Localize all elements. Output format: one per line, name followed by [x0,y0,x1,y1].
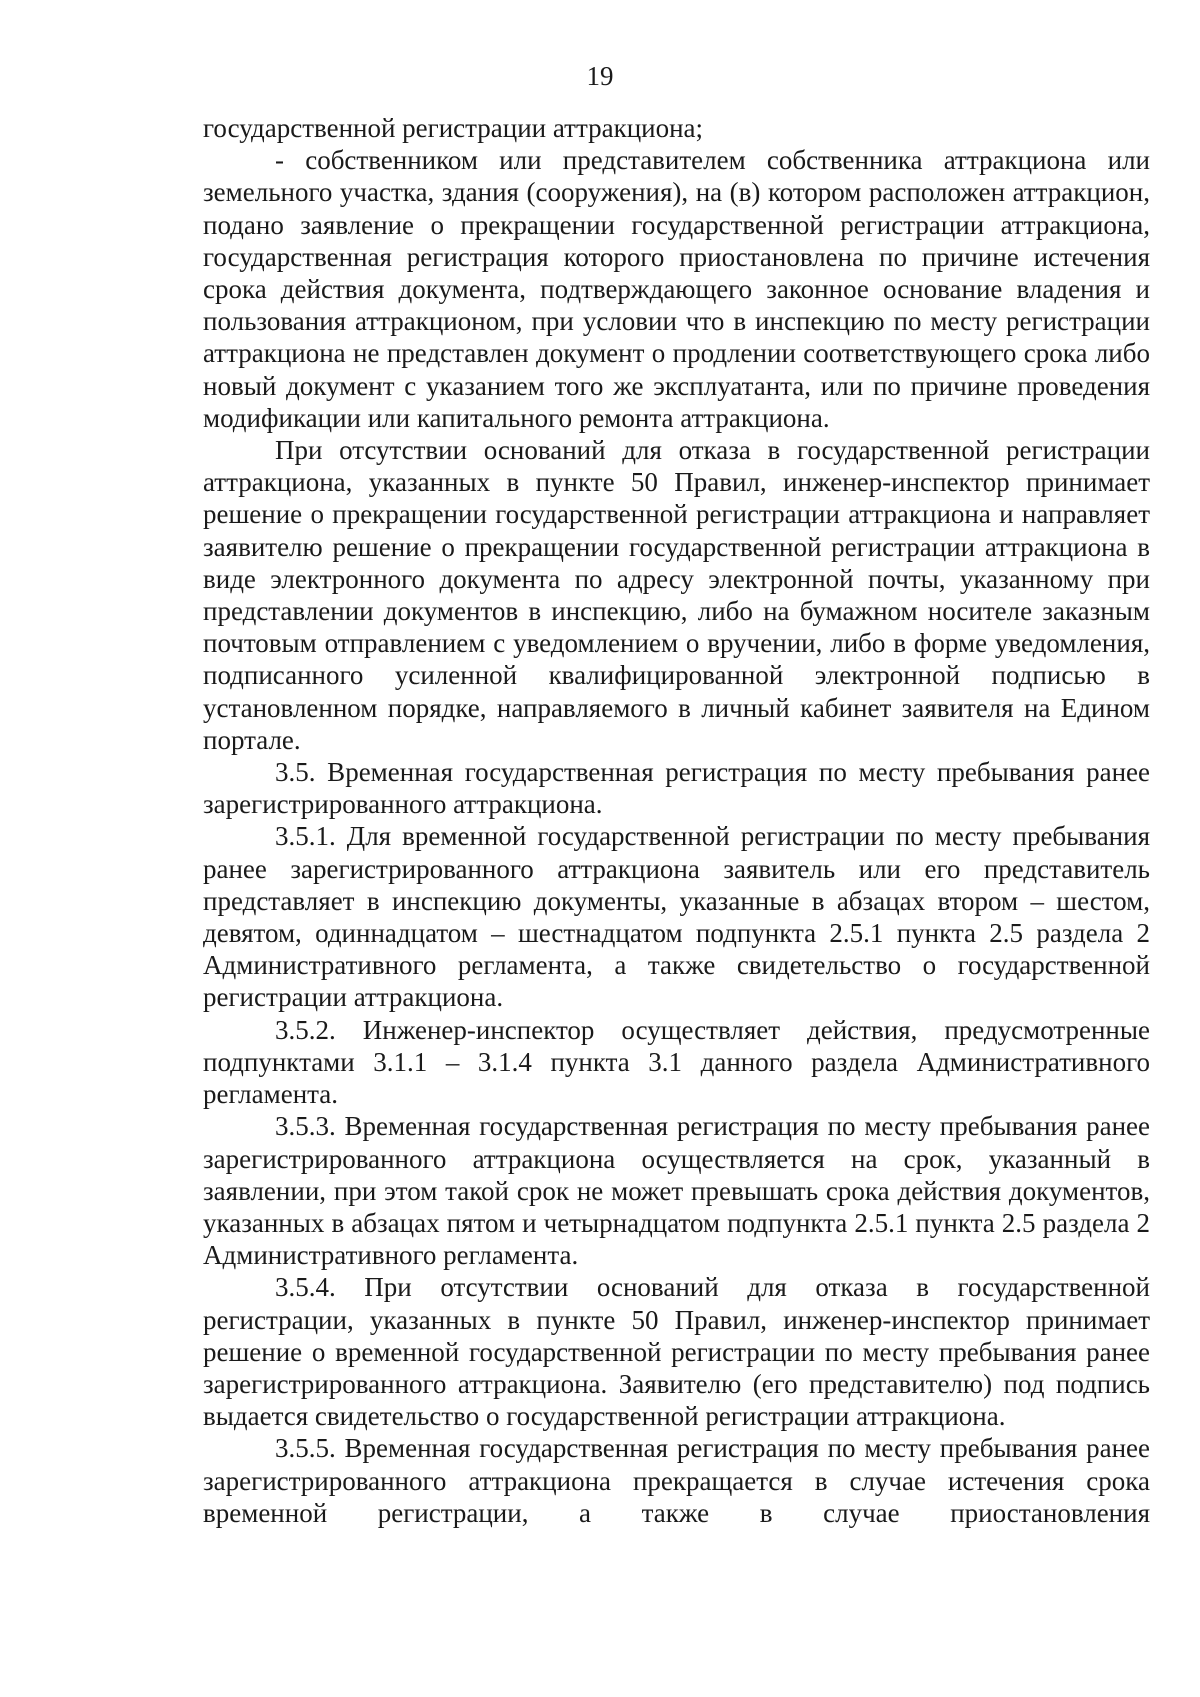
paragraph-3-5-4: 3.5.4. При отсутствии оснований для отказа в государственной регистрации, указанных в пункте 50 Правил, инженер-инспектор принимает решение о временной государственной регистрации по месту пребывания ранее зарегистрированного аттракциона. Заявителю (его представителю) под подпись выдается свидетельство о государственной регистрации аттракциона. [203,1272,1150,1432]
paragraph-3-5-2: 3.5.2. Инженер-инспектор осуществляет действия, предусмотренные подпунктами 3.1.1 – 3.1.4 пункта 3.1 данного раздела Административного регламента. [203,1014,1150,1110]
paragraph-3-5-1: 3.5.1. Для временной государственной регистрации по месту пребывания ранее зарегистрированного аттракциона заявитель или его представитель представляет в инспекцию документы, указанные в абзацах втором – шестом, девятом, одиннадцатом – шестнадцатом подпункта 2.5.1 пункта 2.5 раздела 2 Административного регламента, а также свидетельство о государственной регистрации аттракциона. [203,821,1150,1013]
section-heading-3-5: 3.5. Временная государственная регистрация по месту пребывания ранее зарегистрированного аттракциона. [203,757,1150,820]
paragraph-continuation: государственной регистрации аттракциона; [203,113,704,143]
page-number: 19 [586,61,614,91]
paragraph-termination-decision: При отсутствии оснований для отказа в государственной регистрации аттракциона, указанных в пункте 50 Правил, инженер-инспектор принимает решение о прекращении государственной регистрации аттракциона и направляет заявителю решение о прекращении государственной регистрации аттракциона в виде электронного документа по адресу электронной почты, указанному при представлении документов в инспекцию, либо на бумажном носителе заказным почтовым отправлением с уведомлением о вручении, либо в форме уведомления, подписанного усиленной квалифицированной электронной подписью в установленном порядке, направляемого в личный кабинет заявителя на Едином портале. [203,435,1150,755]
paragraph-3-5-3: 3.5.3. Временная государственная регистрация по месту пребывания ранее зарегистрированного аттракциона осуществляется на срок, указанный в заявлении, при этом такой срок не может превышать срока действия документов, указанных в абзацах пятом и четырнадцатом подпункта 2.5.1 пункта 2.5 раздела 2 Административного регламента. [203,1111,1150,1271]
paragraph-3-5-5: 3.5.5. Временная государственная регистрация по месту пребывания ранее зарегистрированного аттракциона прекращается в случае истечения срока временной регистрации, а также в случае приостановления [203,1433,1150,1528]
paragraph-list-item-owner: - собственником или представителем собственника аттракциона или земельного участка, здания (сооружения), на (в) котором расположен аттракцион, подано заявление о прекращении государственной регистрации аттракциона, государственная регистрация которого приостановлена по причине истечения срока действия документа, подтверждающего законное основание владения и пользования аттракционом, при условии что в инспекцию по месту регистрации аттракциона не представлен документ о продлении соответствующего срока либо новый документ с указанием того же эксплуатанта, или по причине проведения модификации или капитального ремонта аттракциона. [203,145,1150,433]
document-body [203,112,1150,1529]
